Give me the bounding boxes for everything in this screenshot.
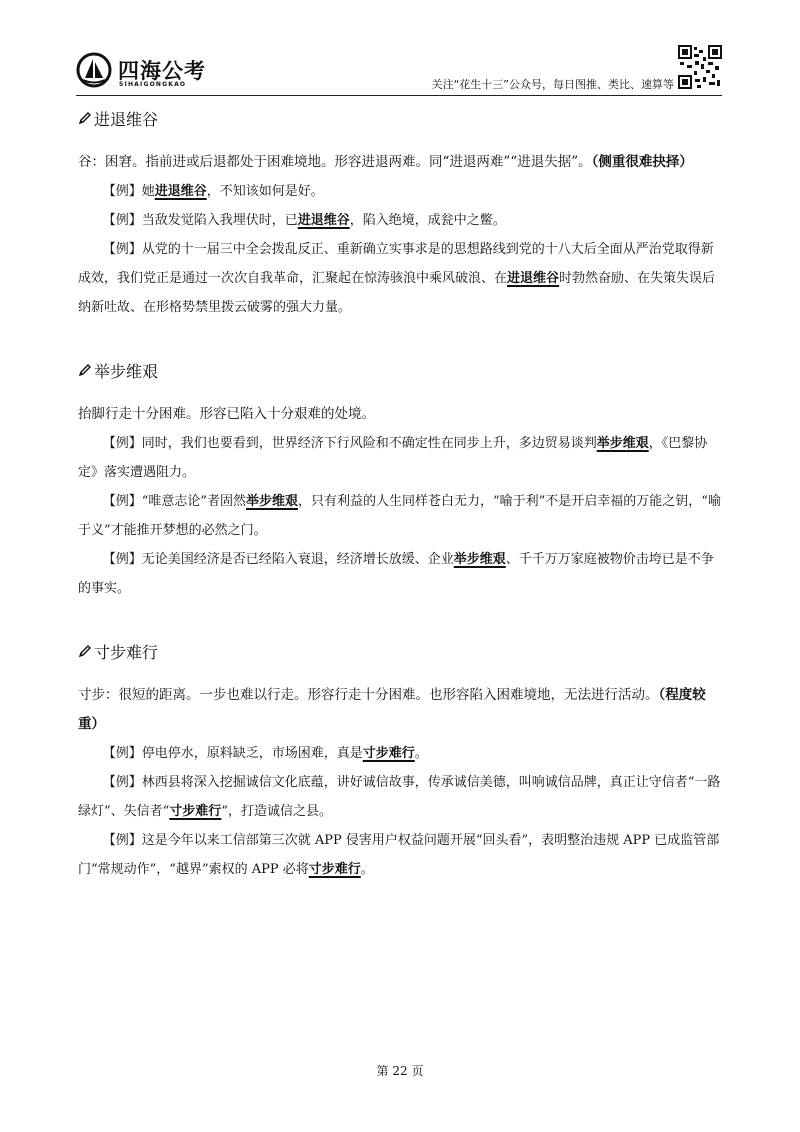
header-divider [76, 95, 722, 96]
page-header [0, 0, 800, 100]
idiom-section [78, 637, 724, 884]
idiom-section [78, 104, 724, 322]
qr-code-icon [678, 45, 722, 89]
example-sentence: 【例】林西县将深入挖掘诚信文化底蕴，讲好诚信故事，传承诚信美德，叫响诚信品牌，真正让守信者“一路绿灯”、失信者“寸步难行”，打造诚信之县。 [78, 775, 721, 819]
example-sentence: 【例】从党的十一届三中全会拨乱反正、重新确立实事求是的思想路线到党的十八大后全面从严治党取得新成效，我们党正是通过一次次自我革命，汇聚起在惊涛骇浪中乘风破浪、在进退维谷时勃然奋励、在失策失误后纳新吐故、在形格势禁里拨云破雾的强大力量。 [78, 242, 716, 315]
idiom-definition: 抬脚行走十分困难。形容已陷入十分艰难的处境。 [78, 406, 375, 422]
header-note: 关注“花生十三”公众号，每日图推、类比、速算等 [431, 78, 674, 91]
pencil-icon [78, 363, 92, 377]
pencil-icon [78, 111, 92, 125]
example-sentence: 【例】这是今年以来工信部第三次就 APP 侵害用户权益问题开展“回头看”，表明整治违规 APP 已成监管部门“常规动作”，“越界”索权的 APP 必将寸步难行。 [78, 833, 720, 877]
pencil-icon [78, 644, 92, 658]
example-sentence: 【例】她进退维谷，不知该如何是好。 [102, 184, 324, 199]
idiom-term: 寸步难行 [94, 642, 159, 662]
example-sentence: 【例】无论美国经济是否已经陷入衰退，经济增长放缓、企业举步维艰、千千万万家庭被物价击垮已是不争的事实。 [78, 552, 714, 596]
idiom-term: 进退维谷 [94, 109, 159, 129]
page-number: 第 22 页 [376, 1064, 424, 1078]
example-sentence: 【例】同时，我们也要看到，世界经济下行风险和不确定性在同步上升，多边贸易谈判举步维艰，《巴黎协定》落实遭遇阻力。 [78, 436, 708, 480]
idiom-definition: 寸步：很短的距离。一步也难以行走。形容行走十分困难。也形容陷入困难境地，无法进行活动。（程度较重） [78, 687, 706, 732]
example-sentence: 【例】停电停水，原料缺乏，市场困难，真是寸步难行。 [102, 746, 428, 761]
logo-subtext: SIHAIGONGKAO [119, 81, 187, 88]
idiom-heading [78, 637, 724, 665]
idiom-term: 举步维艰 [94, 361, 159, 381]
idiom-section [78, 356, 724, 603]
document-body [78, 104, 724, 918]
logo-text: 四海公考 [118, 59, 206, 83]
idiom-heading [78, 104, 724, 132]
idiom-definition: 谷：困窘。指前进或后退都处于困难境地。形容进退两难。同“进退两难”“进退失据”。（侧重很难抉择） [78, 154, 693, 170]
sailboat-logo-icon [76, 52, 112, 88]
example-sentence: 【例】当敌发觉陷入我埋伏时，已进退维谷，陷入绝境，成瓮中之鳖。 [102, 213, 506, 228]
example-sentence: 【例】“唯意志论”者固然举步维艰，只有利益的人生同样苍白无力，“喻于利”不是开启幸福的万能之钥，“喻于义”才能推开梦想的必然之门。 [78, 494, 721, 538]
idiom-heading [78, 356, 724, 384]
